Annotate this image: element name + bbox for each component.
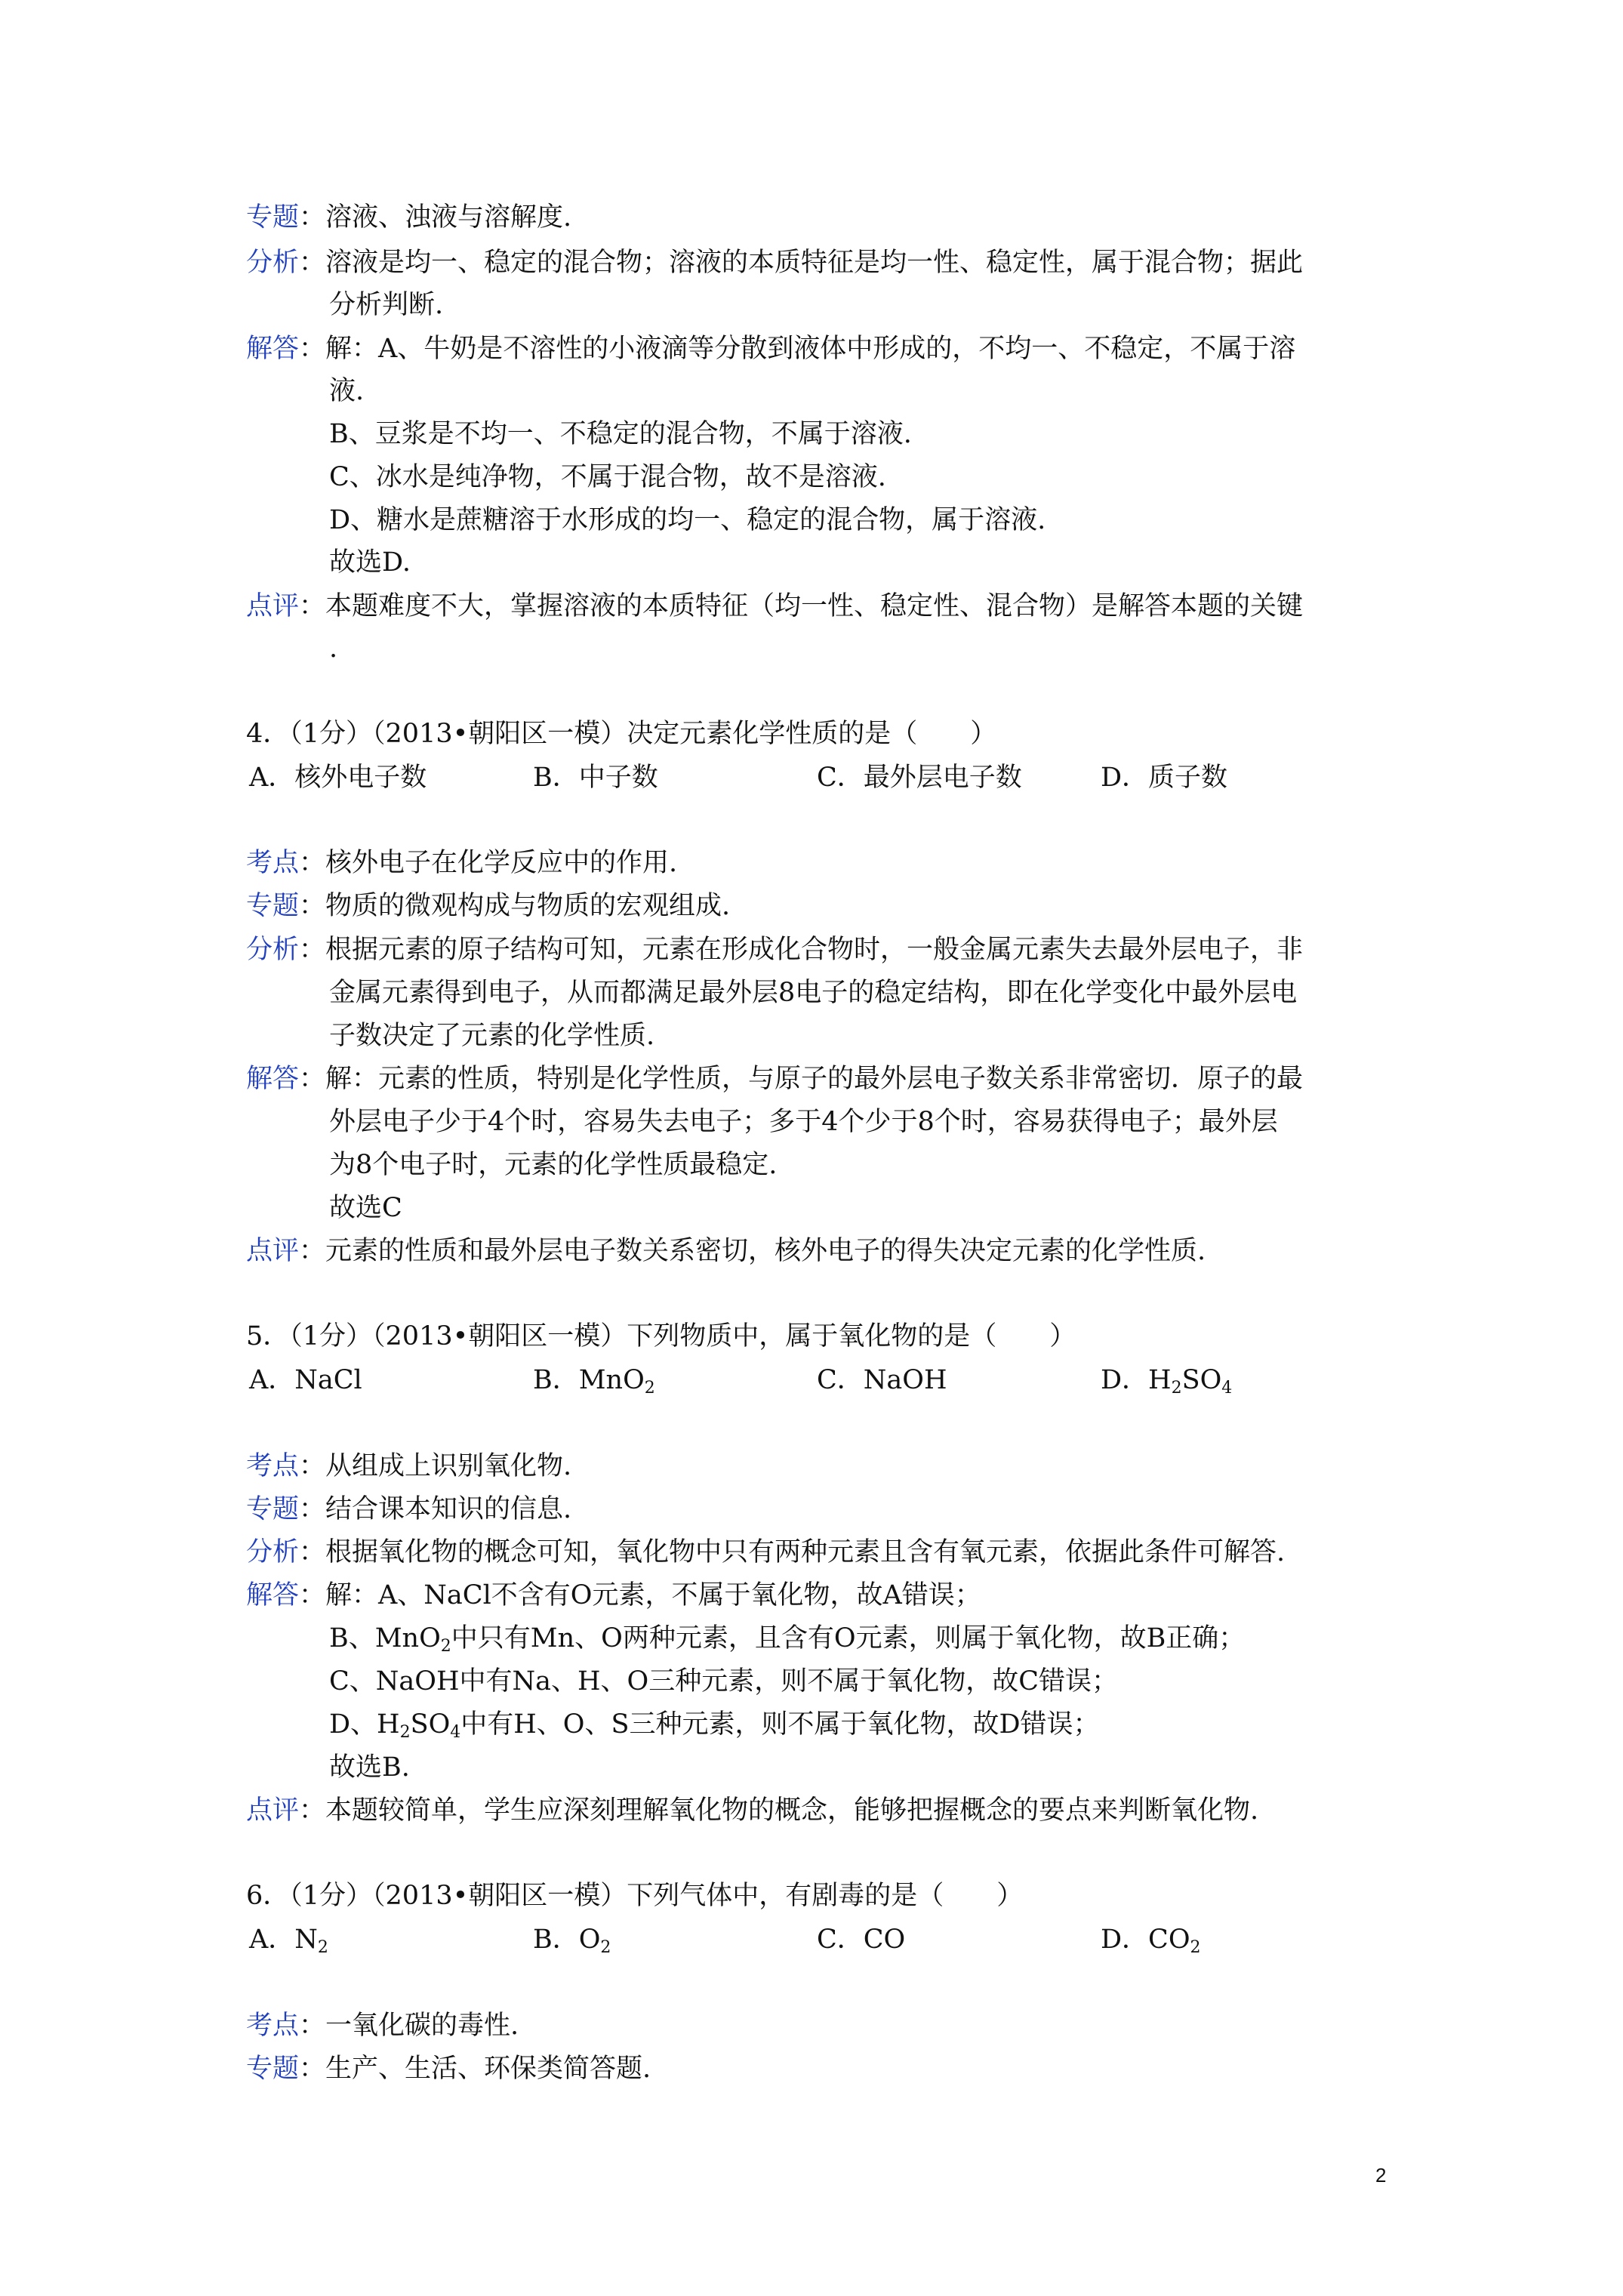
label-zhuanti: 专题 [246,1494,300,1524]
label-kaodian: 考点 [246,848,300,878]
q5-zhuanti: 专题：结合课本知识的信息. [246,1494,572,1524]
label-dianping: 点评 [246,1795,300,1826]
label-zhuanti: 专题 [246,891,300,921]
q5-jieda-line-4: D、$H_2SO_4$中有H、O、S三种元素，则不属于氧化物，故D错误； [329,1709,1100,1742]
q5-kaodian: 考点：从组成上识别氧化物. [246,1451,572,1481]
q5-jieda: 解答：解：A、NaCl不含有O元素，不属于氧化物，故A错误； [246,1580,981,1610]
q6-kaodian: 考点：一氧化碳的毒性. [246,2011,519,2041]
q3-fenxi: 分析：溶液是均一、稳定的混合物；溶液的本质特征是均一性、稳定性，属于混合物；据此 [246,248,1304,278]
q3-dianping-cont: . [329,633,338,664]
q5-option-b: B．MnO$_2$ [533,1365,655,1398]
q5-jieda-line-3: C、NaOH中有Na、H、O三种元素，则不属于氧化物，故C错误； [329,1666,1118,1697]
label-jieda: 解答 [246,334,300,364]
q6-zhuanti: 专题：生产、生活、环保类简答题. [246,2054,651,2084]
q3-jieda-line-3: B、豆浆是不均一、不稳定的混合物，不属于溶液. [329,419,912,449]
q3-dianping: 点评：本题难度不大，掌握溶液的本质特征（均一性、稳定性、混合物）是解答本题的关键 [246,591,1304,621]
q6-option-d: D．$CO_2$ [1101,1925,1201,1957]
q4-fenxi: 分析：根据元素的原子结构可知，元素在形成化合物时，一般金属元素失去最外层电子，非 [246,935,1304,965]
label-zhuanti: 专题 [246,2054,300,2084]
label-dianping: 点评 [246,1236,300,1266]
label-jieda: 解答 [246,1064,300,1094]
page-number: 2 [1375,2164,1387,2187]
q4-jieda-line-4: 故选C [329,1193,402,1223]
q3-fenxi-cont: 分析判断. [329,290,444,320]
q6-stem: 6．（1分）（2013•朝阳区一模）下列气体中，有剧毒的是（ ） [246,1881,1024,1911]
q4-jieda: 解答：解：元素的性质，特别是化学性质，与原子的最外层电子数关系非常密切．原子的最 [246,1064,1304,1094]
q3-jieda-line-4: C、冰水是纯净物，不属于混合物，故不是溶液. [329,462,886,492]
q6-option-b: B．$O_2$ [533,1925,611,1957]
q6-option-a: A．$N_2$ [249,1925,328,1957]
q3-jieda-line-6: 故选D. [329,547,411,578]
q4-kaodian: 考点：核外电子在化学反应中的作用. [246,848,678,878]
q5-dianping: 点评：本题较简单，学生应深刻理解氧化物的概念，能够把握概念的要点来判断氧化物. [246,1795,1259,1826]
q4-jieda-line-3: 为8个电子时，元素的化学性质最稳定. [329,1150,778,1180]
q3-jieda-line-2: 液. [329,376,365,406]
q5-fenxi: 分析：根据氧化物的概念可知，氧化物中只有两种元素且含有氧元素，依据此条件可解答. [246,1537,1286,1567]
q3-zhuanti: 专题：溶液、浊液与溶解度. [246,202,572,233]
q5-option-a: A．NaCl [249,1365,362,1395]
q5-stem: 5．（1分）（2013•朝阳区一模）下列物质中，属于氧化物的是（ ） [246,1321,1076,1351]
label-zhuanti: 专题 [246,202,300,233]
label-jieda: 解答 [246,1580,300,1610]
q3-jieda: 解答：解：A、牛奶是不溶性的小液滴等分散到液体中形成的，不均一、不稳定，不属于溶 [246,334,1296,364]
q4-fenxi-line-2: 金属元素得到电子，从而都满足最外层8电子的稳定结构，即在化学变化中最外层电 [329,978,1298,1008]
q6-option-c: C．CO [817,1925,906,1955]
label-fenxi: 分析 [246,1537,300,1567]
q5-jieda-line-2: B、MnO$_2$中只有Mn、O两种元素，且含有O元素，则属于氧化物，故B正确； [329,1623,1246,1656]
q4-zhuanti: 专题：物质的微观构成与物质的宏观组成. [246,891,731,921]
q4-fenxi-line-3: 子数决定了元素的化学性质. [329,1021,655,1051]
q5-jieda-line-5: 故选B. [329,1752,410,1783]
q4-option-d: D．质子数 [1101,763,1228,793]
q4-stem: 4．（1分）（2013•朝阳区一模）决定元素化学性质的是（ ） [246,719,997,749]
label-fenxi: 分析 [246,935,300,965]
q4-option-c: C．最外层电子数 [817,763,1022,793]
label-dianping: 点评 [246,591,300,621]
q5-option-c: C．NaOH [817,1365,947,1395]
label-fenxi: 分析 [246,248,300,278]
label-kaodian: 考点 [246,2011,300,2041]
q4-option-b: B．中子数 [533,763,658,793]
q4-option-a: A．核外电子数 [249,763,427,793]
q3-jieda-line-5: D、糖水是蔗糖溶于水形成的均一、稳定的混合物，属于溶液. [329,505,1046,535]
label-kaodian: 考点 [246,1451,300,1481]
q4-dianping: 点评：元素的性质和最外层电子数关系密切，核外电子的得失决定元素的化学性质. [246,1236,1206,1266]
q4-jieda-line-2: 外层电子少于4个时，容易失去电子；多于4个少于8个时，容易获得电子；最外层 [329,1107,1278,1137]
q5-option-d: D．$H_2SO_4$ [1101,1365,1233,1398]
